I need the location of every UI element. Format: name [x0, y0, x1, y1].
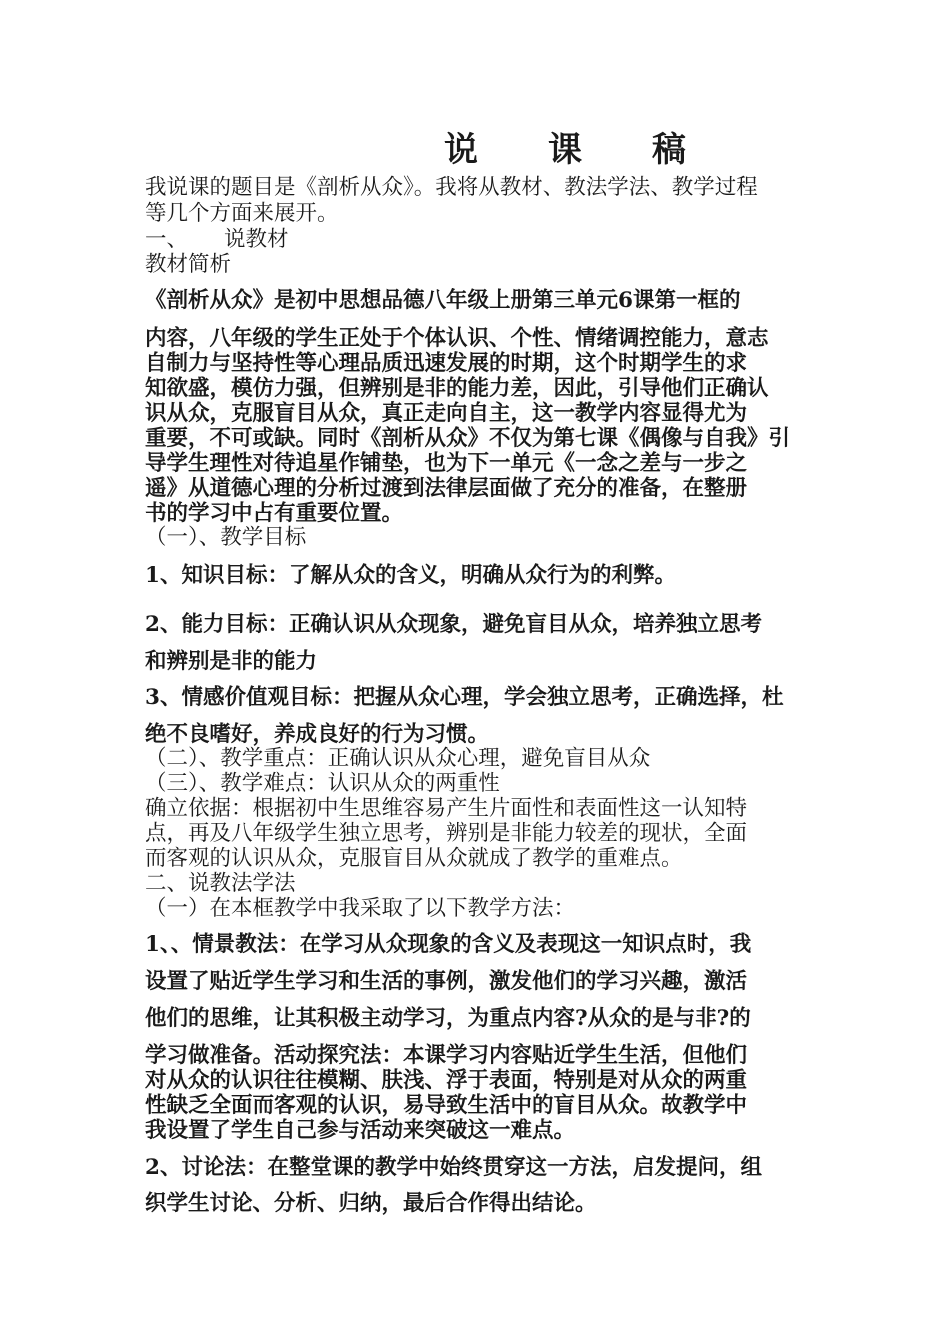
text-line: 绝不良嗜好，养成良好的行为习惯。 [145, 722, 490, 747]
text-line: 我设置了学生自己参与活动来突破这一难点。 [145, 1118, 576, 1143]
text-line: 我说课的题目是《剖析从众》。我将从教材、教法学法、教学过程 [145, 175, 758, 200]
subheading: （一）在本框教学中我采取了以下教学方法： [145, 896, 576, 921]
text-line: 书的学习中占有重要位置。 [145, 501, 404, 526]
text-line: 自制力与坚持性等心理品质迅速发展的时期，这个时期学生的求 [145, 351, 748, 376]
text-line: 对从众的认识往往模糊、肤浅、浮于表面，特别是对从众的两重 [145, 1068, 748, 1093]
section-number: 一、 [145, 227, 189, 252]
text-line: 知欲盛，模仿力强，但辨别是非的能力差，因此，引导他们正确认 [145, 376, 769, 401]
text-line: 1、、情景教法：在学习从众现象的含义及表现这一知识点时，我 [145, 932, 752, 957]
section-title: 说教材 [224, 227, 289, 252]
text-line: 识从众，克服盲目从众，真正走向自主，这一教学内容显得尤为 [145, 401, 748, 426]
subheading: （二）、教学重点：正确认识从众心理，避免盲目从众 [145, 746, 651, 771]
text-line: 性缺乏全面而客观的认识，易导致生活中的盲目从众。故教学中 [145, 1093, 748, 1118]
text-line: 学习做准备。活动探究法：本课学习内容贴近学生生活，但他们 [145, 1043, 748, 1068]
text-line: 织学生讨论、分析、归纳，最后合作得出结论。 [145, 1191, 597, 1216]
document-title: 说课稿 [444, 130, 756, 170]
text-line: 等几个方面来展开。 [145, 201, 339, 226]
text-line: 3、情感价值观目标：把握从众心理，学会独立思考，正确选择，杜 [145, 685, 784, 710]
text-line: 设置了贴近学生学习和生活的事例，激发他们的学习兴趣，激活 [145, 969, 748, 994]
subheading: （一）、教学目标 [145, 525, 307, 550]
text-line: 内容，八年级的学生正处于个体认识、个性、情绪调控能力，意志 [145, 326, 769, 351]
text-line: 遥》从道德心理的分析过渡到法律层面做了充分的准备，在整册 [145, 476, 748, 501]
text-line: 《剖析从众》是初中思想品德八年级上册第三单元6课第一框的 [145, 288, 741, 313]
subheading: 教材简析 [145, 252, 232, 277]
text-line: 他们的思维，让其积极主动学习，为重点内容?从众的是与非?的 [145, 1006, 751, 1031]
text-line: 确立依据：根据初中生思维容易产生片面性和表面性这一认知特 [145, 796, 748, 821]
text-line: 1、知识目标：了解从众的含义，明确从众行为的利弊。 [145, 563, 676, 588]
text-line: 2、讨论法：在整堂课的教学中始终贯穿这一方法，启发提问，组 [145, 1155, 762, 1180]
text-line: 重要，不可或缺。同时《剖析从众》不仅为第七课《偶像与自我》引 [145, 426, 791, 451]
subheading: （三）、教学难点：认识从众的两重性 [145, 771, 500, 796]
text-line: 而客观的认识从众，克服盲目从众就成了教学的重难点。 [145, 846, 683, 871]
text-line: 导学生理性对待追星作铺垫，也为下一单元《一念之差与一步之 [145, 451, 748, 476]
text-line: 2、能力目标：正确认识从众现象，避免盲目从众，培养独立思考 [145, 612, 762, 637]
text-line: 和辨别是非的能力 [145, 649, 318, 674]
section-heading [145, 227, 815, 253]
section-heading: 二、说教法学法 [145, 871, 296, 896]
text-line: 点，再及八年级学生独立思考，辨别是非能力较差的现状，全面 [145, 821, 748, 846]
